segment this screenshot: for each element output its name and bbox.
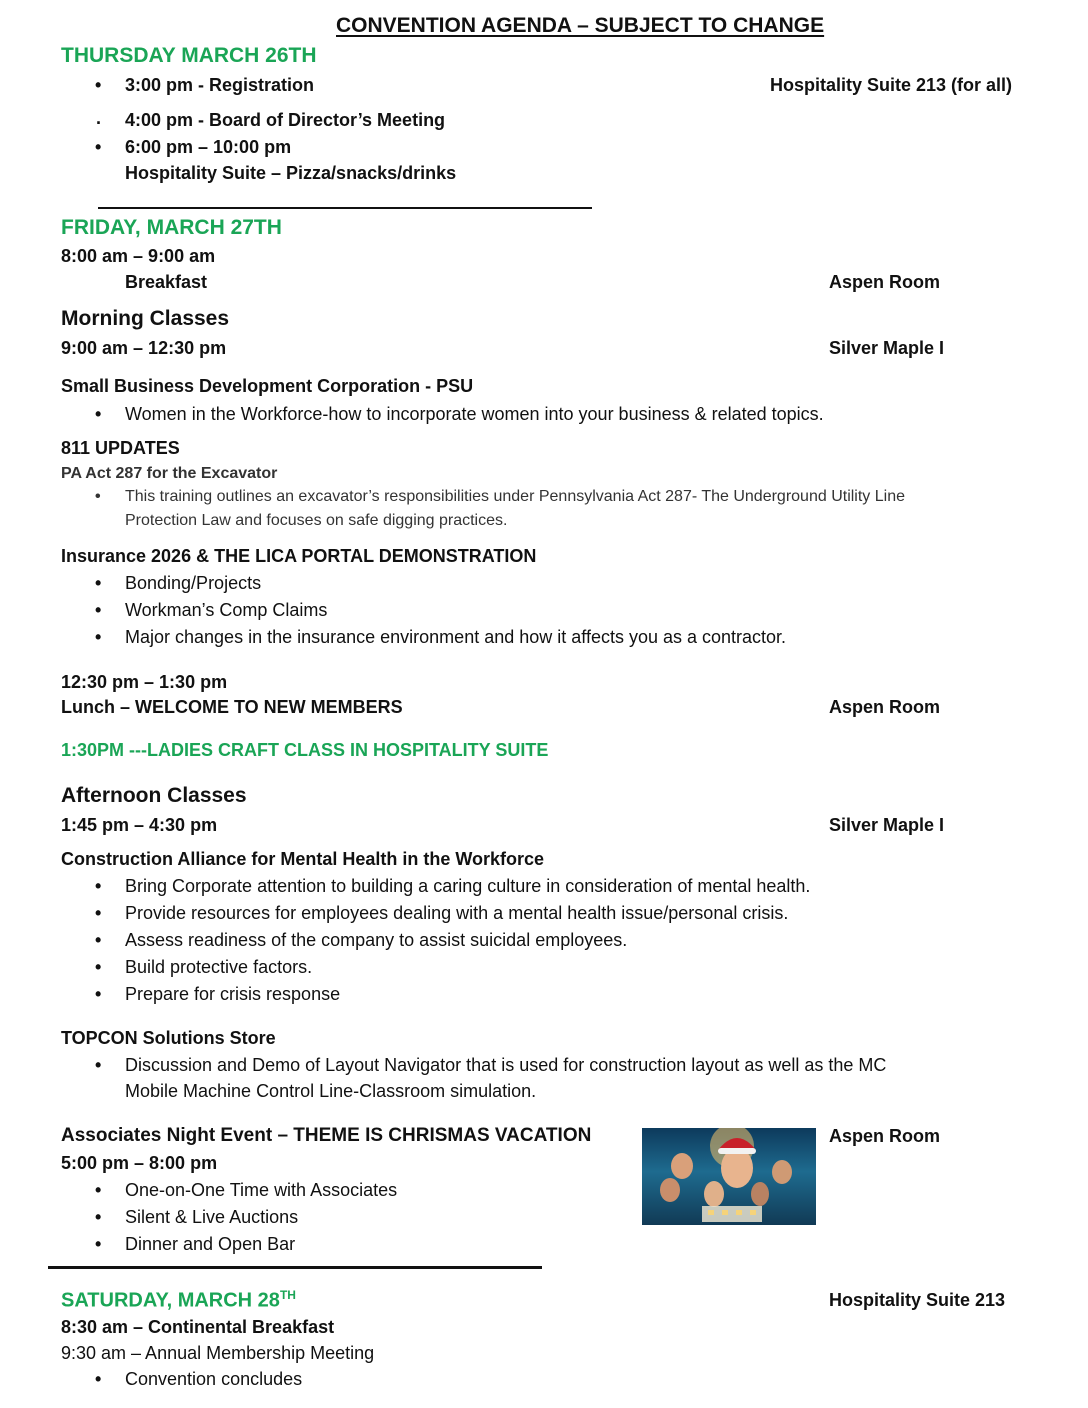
session-bullet: • Prepare for crisis response bbox=[125, 984, 340, 1005]
craft-class-notice: 1:30PM ---LADIES CRAFT CLASS IN HOSPITALITY SUITE bbox=[61, 740, 549, 760]
morning-classes-location: Silver Maple I bbox=[829, 338, 945, 358]
friday-breakfast-location: Aspen Room bbox=[829, 272, 941, 292]
session-title: 811 UPDATES bbox=[61, 438, 180, 458]
session-subtitle: PA Act 287 for the Excavator bbox=[61, 465, 278, 482]
afternoon-classes-time: 1:45 pm – 4:30 pm bbox=[61, 815, 218, 835]
session-title: Insurance 2026 & THE LICA PORTAL DEMONSTRATION bbox=[61, 546, 537, 566]
session-bullet: • Provide resources for employees dealing with a mental health issue/personal crisis. bbox=[125, 903, 788, 924]
morning-classes-time: 9:00 am – 12:30 pm bbox=[61, 338, 227, 358]
associates-bullet: • Silent & Live Auctions bbox=[125, 1207, 298, 1228]
session-bullet: • Women in the Workforce-how to incorporate women into your business & related topics. bbox=[125, 404, 824, 425]
associates-night-time: 5:00 pm – 8:00 pm bbox=[61, 1153, 218, 1173]
friday-breakfast-label: Breakfast bbox=[125, 272, 208, 292]
session-bullet-continuation: Mobile Machine Control Line-Classroom simulation. bbox=[125, 1081, 537, 1101]
divider bbox=[98, 207, 592, 209]
session-bullet-continuation: Protection Law and focuses on safe digging practices. bbox=[125, 512, 508, 529]
saturday-bullet: • Convention concludes bbox=[125, 1369, 302, 1390]
friday-heading: FRIDAY, MARCH 27TH bbox=[61, 216, 282, 239]
session-bullet: • This training outlines an excavator’s responsibilities under Pennsylvania Act 287- The Underground Utility Line bbox=[125, 488, 905, 506]
session-bullet: • Major changes in the insurance environment and how it affects you as a contractor. bbox=[125, 627, 786, 648]
session-title: Construction Alliance for Mental Health in the Workforce bbox=[61, 849, 545, 869]
thursday-item-hospitality-detail: Hospitality Suite – Pizza/snacks/drinks bbox=[125, 163, 457, 183]
lunch-location: Aspen Room bbox=[829, 697, 941, 717]
saturday-heading-text: SATURDAY, MARCH 28 bbox=[61, 1289, 280, 1312]
associates-night-location: Aspen Room bbox=[829, 1126, 941, 1146]
lunch-label: Lunch – WELCOME TO NEW MEMBERS bbox=[61, 697, 403, 717]
session-title: TOPCON Solutions Store bbox=[61, 1028, 276, 1048]
poster-illustration bbox=[642, 1128, 816, 1225]
associates-night-heading: Associates Night Event – THEME IS CHRISMAS VACATION bbox=[61, 1125, 592, 1146]
saturday-location: Hospitality Suite 213 bbox=[829, 1290, 1006, 1310]
lunch-time: 12:30 pm – 1:30 pm bbox=[61, 672, 228, 692]
session-bullet: • Bonding/Projects bbox=[125, 573, 261, 594]
thursday-item-registration: • 3:00 pm - Registration bbox=[125, 75, 314, 96]
morning-classes-heading: Morning Classes bbox=[61, 307, 230, 330]
christmas-vacation-poster-image bbox=[642, 1128, 816, 1225]
session-bullet: • Workman’s Comp Claims bbox=[125, 600, 327, 621]
divider bbox=[48, 1266, 542, 1269]
afternoon-classes-heading: Afternoon Classes bbox=[61, 784, 247, 807]
thursday-item-board-meeting: . 4:00 pm - Board of Director’s Meeting bbox=[125, 110, 445, 131]
saturday-heading-suffix: TH bbox=[279, 1288, 296, 1302]
session-title: Small Business Development Corporation - PSU bbox=[61, 376, 474, 396]
session-bullet: • Discussion and Demo of Layout Navigator that is used for construction layout as well as the MC bbox=[125, 1055, 886, 1076]
afternoon-classes-location: Silver Maple I bbox=[829, 815, 945, 835]
saturday-breakfast: 8:30 am – Continental Breakfast bbox=[61, 1317, 335, 1337]
associates-bullet: • Dinner and Open Bar bbox=[125, 1234, 295, 1255]
thursday-registration-location: Hospitality Suite 213 (for all) bbox=[770, 75, 1013, 95]
thursday-heading: THURSDAY MARCH 26TH bbox=[61, 44, 317, 67]
associates-bullet: • One-on-One Time with Associates bbox=[125, 1180, 397, 1201]
session-bullet: • Build protective factors. bbox=[125, 957, 312, 978]
session-bullet: • Bring Corporate attention to building a caring culture in consideration of mental health. bbox=[125, 876, 810, 897]
thursday-item-hospitality-time: • 6:00 pm – 10:00 pm bbox=[125, 137, 291, 158]
saturday-heading bbox=[61, 1288, 296, 1313]
page-title: CONVENTION AGENDA – SUBJECT TO CHANGE bbox=[336, 14, 825, 37]
friday-breakfast-time: 8:00 am – 9:00 am bbox=[61, 246, 216, 266]
session-bullet: • Assess readiness of the company to assist suicidal employees. bbox=[125, 930, 627, 951]
saturday-meeting: 9:30 am – Annual Membership Meeting bbox=[61, 1343, 375, 1363]
